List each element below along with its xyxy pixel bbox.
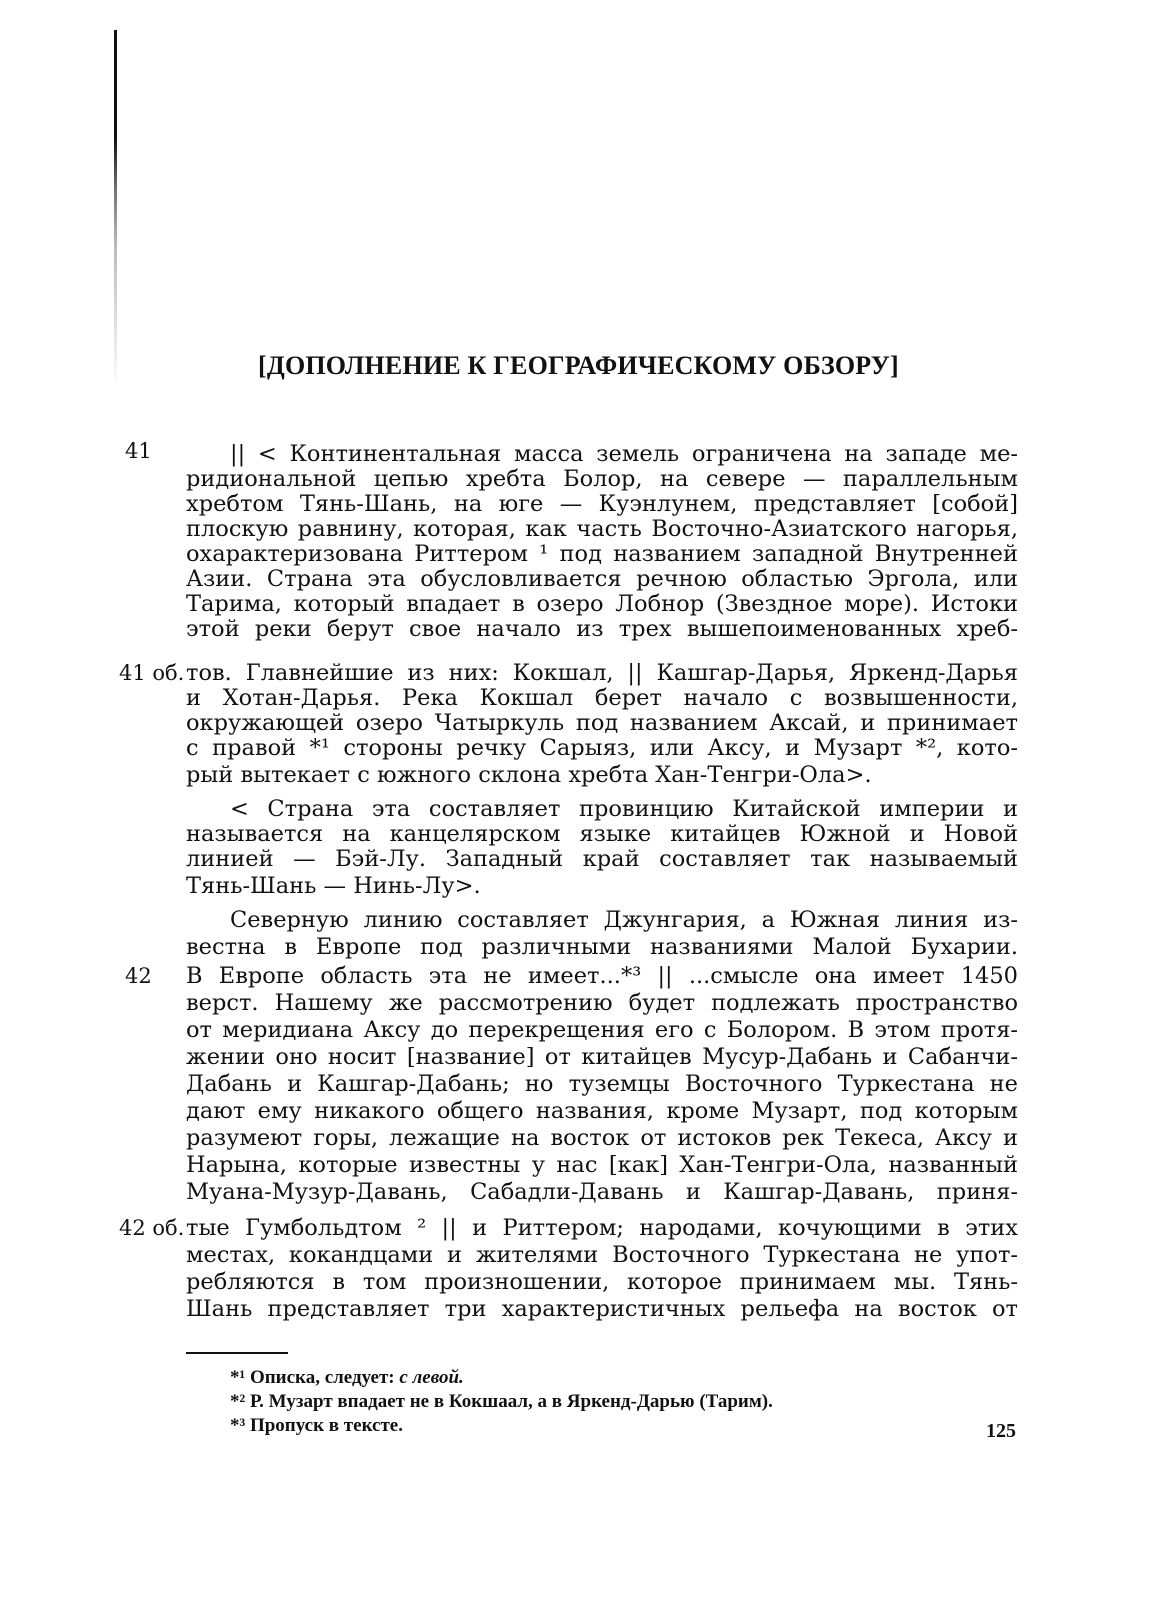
text-line: плоскую равнину, которая, как часть Восточно-Азиатского нагорья, xyxy=(186,516,1018,542)
margin-note-folio-41-ob: 41 об. xyxy=(119,661,185,685)
text-line: рый вытекает с южного склона хребта Хан-Тенгри-Ола>. xyxy=(186,762,872,788)
footnote-italic-text: с левой. xyxy=(399,1367,464,1388)
text-line: Нарына, которые известны у нас [как] Хан-Тенгри-Ола, названный xyxy=(186,1152,1018,1178)
text-line: В Европе область эта не имеет...*³ || ...смысле она имеет 1450 xyxy=(186,963,1018,989)
scan-edge-mark xyxy=(114,30,117,390)
text-line: местах, кокандцами и жителями Восточного Туркестана не упот- xyxy=(186,1242,1018,1268)
text-line: этой реки берут свое начало из трех вышепоименованных хреб- xyxy=(186,616,1018,642)
margin-note-folio-42-ob: 42 об. xyxy=(119,1216,185,1240)
footnote-mark: *³ xyxy=(230,1415,246,1436)
text-line: Азии. Страна эта обусловливается речною областью Эргола, или xyxy=(186,566,1018,592)
text-line: дают ему никакого общего названия, кроме Музарт, под которым xyxy=(186,1098,1018,1124)
text-line: жении оно носит [название] от китайцев Мусур-Дабань и Сабанчи- xyxy=(186,1044,1018,1070)
text-line: ридиональной цепью хребта Болор, на севере — параллельным xyxy=(186,466,1018,492)
footnote-mark: *² xyxy=(230,1391,246,1412)
text-line: Тянь-Шань — Нинь-Лу>. xyxy=(186,873,481,899)
text-line: называется на канцелярском языке китайцев Южной и Новой xyxy=(186,821,1018,847)
text-line: хребтом Тянь-Шань, на юге — Куэнлунем, представляет [собой] xyxy=(186,491,1018,517)
text-line: ребляются в том произношении, которое принимаем мы. Тянь- xyxy=(186,1269,1018,1295)
text-line: Шань представляет три характеристичных рельефа на восток от xyxy=(186,1296,1018,1322)
footnote-mark: *¹ xyxy=(230,1367,246,1388)
footnote-text: Описка, следует: xyxy=(249,1367,395,1388)
text-line: с правой *¹ стороны речку Сарыяз, или Аксу, и Музарт *², кото- xyxy=(186,735,1018,761)
text-line: Дабань и Кашгар-Дабань; но туземцы Восточного Туркестана не xyxy=(186,1071,1018,1097)
footnote-text: Пропуск в тексте. xyxy=(249,1415,403,1436)
text-line: < Страна эта составляет провинцию Китайской империи и xyxy=(230,796,1018,822)
text-line: Тарима, который впадает в озеро Лобнор (Звездное море). Истоки xyxy=(186,591,1018,617)
footnote-rule xyxy=(186,1352,288,1354)
text-line: окружающей озеро Чатыркуль под названием Аксай, и принимает xyxy=(186,710,1018,736)
margin-note-folio-41: 41 xyxy=(125,439,152,463)
footnote xyxy=(230,1390,773,1414)
text-line: разумеют горы, лежащие на восток от истоков рек Текеса, Аксу и xyxy=(186,1125,1018,1151)
text-line: линией — Бэй-Лу. Западный край составляет так называемый xyxy=(186,846,1018,872)
text-line: от меридиана Аксу до перекрещения его с Болором. В этом протя- xyxy=(186,1017,1018,1043)
text-line: Муана-Музур-Давань, Сабадли-Давань и Кашгар-Давань, приня- xyxy=(186,1179,1018,1205)
page-number: 125 xyxy=(986,1420,1016,1442)
margin-note-folio-42: 42 xyxy=(125,964,152,988)
text-line: верст. Нашему же рассмотрению будет подлежать пространство xyxy=(186,990,1018,1016)
footnote xyxy=(230,1414,403,1438)
footnote xyxy=(230,1366,464,1390)
text-line: тые Гумбольдтом ² || и Риттером; народами, кочующими в этих xyxy=(186,1215,1018,1241)
text-line: Северную линию составляет Джунгария, а Южная линия из- xyxy=(230,907,1018,933)
text-line: и Хотан-Дарья. Река Кокшал берет начало с возвышенности, xyxy=(186,685,1018,711)
page-title: [ДОПОЛНЕНИЕ К ГЕОГРАФИЧЕСКОМУ ОБЗОРУ] xyxy=(258,351,899,380)
text-line: || < Континентальная масса земель ограничена на западе ме- xyxy=(230,441,1018,467)
text-line: вестна в Европе под различными названиями Малой Бухарии. xyxy=(186,934,1018,960)
text-line: тов. Главнейшие из них: Кокшал, || Кашгар-Дарья, Яркенд-Дарья xyxy=(186,660,1018,686)
text-line: охарактеризована Риттером ¹ под названием западной Внутренней xyxy=(186,541,1018,567)
footnote-text: Р. Музарт впадает не в Кокшаал, а в Яркенд-Дарью (Тарим). xyxy=(249,1391,773,1412)
